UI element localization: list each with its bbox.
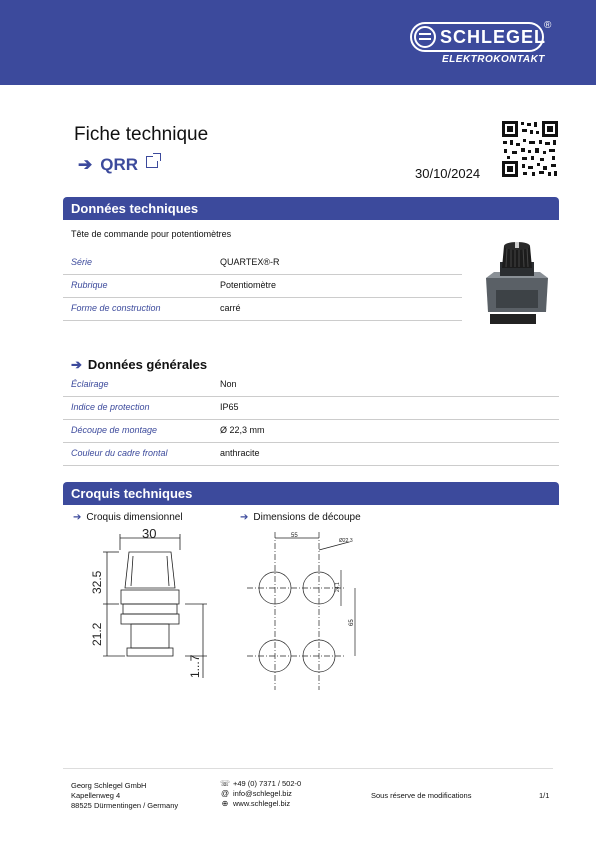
spec-value: Potentiomètre — [220, 280, 277, 290]
cut-spacing-h: 55 — [291, 533, 298, 539]
sketch-dimension-label: Croquis dimensionnel — [86, 512, 183, 523]
header-bar — [0, 0, 596, 85]
phone-number[interactable]: +49 (0) 7371 / 502-0 — [233, 779, 302, 788]
footer-contact — [220, 779, 301, 809]
spec-row — [63, 420, 559, 443]
qr-code[interactable] — [502, 121, 558, 177]
spec-row — [63, 252, 462, 275]
spec-value: anthracite — [220, 448, 260, 458]
sketch-cutout-label: Dimensions de découpe — [253, 512, 361, 523]
footer-note: Sous réserve de modifications — [371, 791, 472, 800]
general-heading: Données générales — [87, 357, 208, 372]
external-link-icon[interactable] — [146, 156, 158, 168]
arrow-right-icon: ➔ — [73, 512, 82, 523]
phone-icon: ☏ — [220, 779, 231, 788]
dim-mid: 21.2 — [90, 622, 104, 646]
globe-icon: ⊕ — [221, 799, 229, 808]
spec-row — [63, 374, 559, 397]
section-technical-sketches: Croquis techniques — [63, 482, 559, 505]
product-image[interactable] — [480, 238, 555, 328]
document-date: 30/10/2024 — [415, 166, 481, 181]
arrow-right-icon: ➔ — [78, 155, 93, 174]
spec-value: carré — [220, 303, 241, 313]
schlegel-logo[interactable] — [410, 20, 560, 68]
website-link[interactable]: www.schlegel.biz — [233, 799, 291, 808]
spec-label: Couleur du cadre frontal — [71, 448, 168, 458]
product-description: Tête de commande pour potentiomètres — [71, 229, 232, 239]
section-general-data — [71, 357, 207, 373]
dim-bottom: 1...7 — [188, 654, 202, 678]
city: 88525 Dürmentingen / Germany — [71, 801, 179, 810]
spec-value: Ø 22,3 mm — [220, 425, 265, 435]
product-link[interactable] — [78, 155, 158, 175]
street: Kapellenweg 4 — [71, 791, 121, 800]
spec-label: Série — [71, 257, 93, 267]
page-title: Fiche technique — [74, 124, 209, 145]
section-technical-data: Données techniques — [63, 197, 559, 220]
dim-top: 32.5 — [90, 570, 104, 594]
spec-value: IP65 — [220, 402, 239, 412]
spec-label: Indice de protection — [71, 402, 150, 412]
spec-row — [63, 443, 559, 466]
spec-row — [63, 397, 559, 420]
dim-width: 30 — [142, 528, 157, 541]
spec-label: Découpe de montage — [71, 425, 158, 435]
arrow-right-icon: ➔ — [71, 357, 82, 372]
product-code: QRR — [100, 155, 139, 174]
sketch-dimension-heading — [73, 512, 183, 523]
cut-diameter: Ø22,3 — [339, 538, 353, 544]
spec-row — [63, 275, 462, 298]
cut-spacing-v: 65 — [349, 619, 355, 626]
footer-divider — [63, 768, 553, 769]
spec-value: QUARTEX®-R — [220, 257, 280, 267]
registered-mark: ® — [544, 20, 552, 31]
spec-value: Non — [220, 379, 237, 389]
page-number: 1/1 — [539, 791, 550, 800]
cut-flat: 24,1 — [335, 582, 341, 592]
dimension-drawing[interactable] — [85, 528, 215, 688]
footer-address — [71, 781, 178, 811]
arrow-right-icon: ➔ — [240, 512, 249, 523]
company-name: Georg Schlegel GmbH — [71, 781, 147, 790]
email-icon: @ — [220, 789, 230, 798]
cutout-drawing[interactable] — [245, 530, 365, 690]
logo-mark-icon — [414, 26, 436, 48]
email-link[interactable]: info@schlegel.biz — [233, 789, 292, 798]
logo-brand: SCHLEGEL — [440, 27, 547, 47]
spec-row — [63, 298, 462, 321]
spec-label: Éclairage — [71, 379, 109, 389]
spec-label: Rubrique — [71, 280, 108, 290]
spec-label: Forme de construction — [71, 303, 161, 313]
sketch-cutout-heading — [240, 512, 361, 523]
logo-tagline: ELEKTROKONTAKT — [442, 54, 545, 65]
